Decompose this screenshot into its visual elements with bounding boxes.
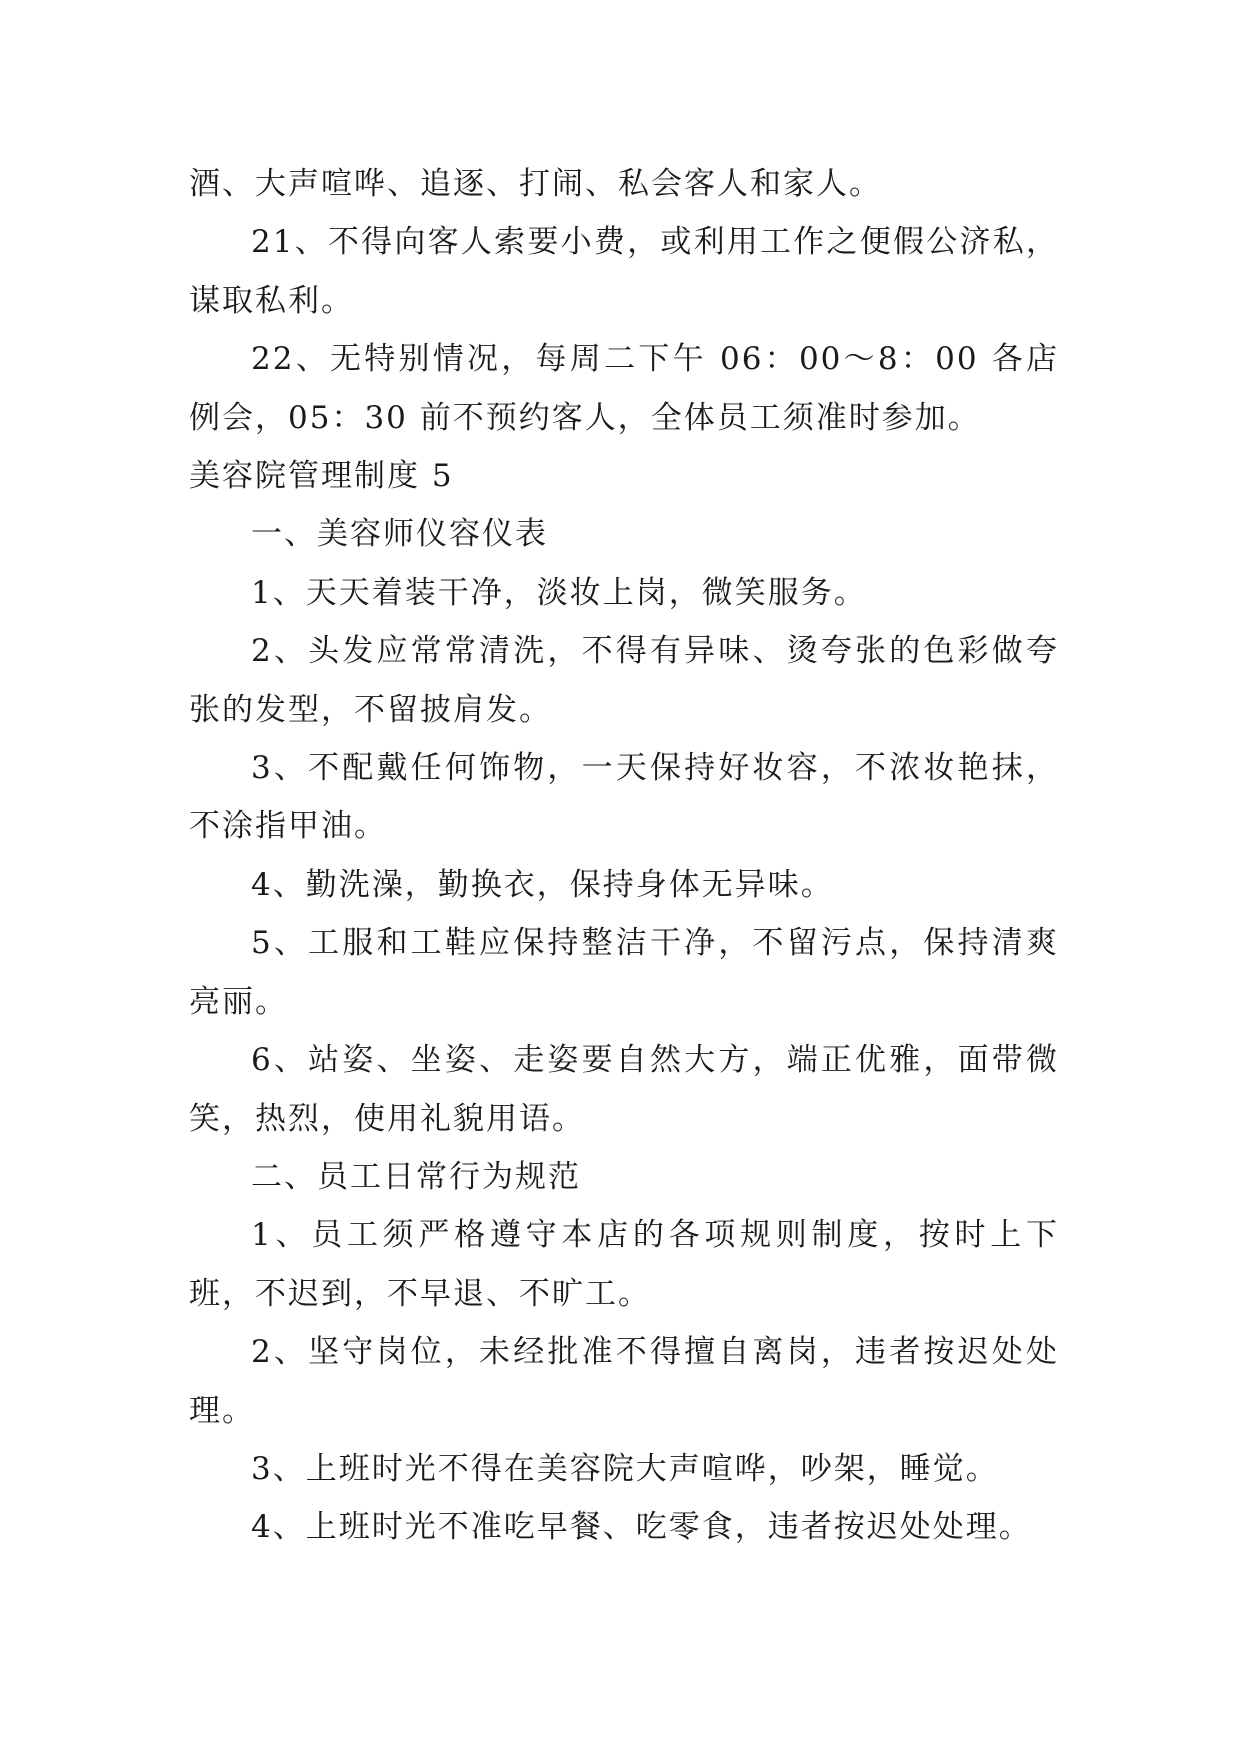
appearance-rule-4: 4、勤洗澡，勤换衣，保持身体无异味。 — [251, 866, 834, 903]
conduct-rule-4: 4、上班时光不准吃早餐、吃零食，违者按迟处处理。 — [251, 1509, 1032, 1546]
appearance-rule-2: 2、头发应常常清洗，不得有异味、烫夸张的色彩做夸张的发型，不留披肩发。 — [189, 633, 1059, 728]
conduct-rule-1: 1、员工须严格遵守本店的各项规则制度，按时上下班，不迟到，不早退、不旷工。 — [189, 1217, 1059, 1312]
section-title: 美容院管理制度 5 — [189, 458, 454, 495]
appearance-rule-6: 6、站姿、坐姿、走姿要自然大方，端正优雅，面带微笑，热烈，使用礼貌用语。 — [189, 1042, 1059, 1137]
conduct-rule-3: 3、上班时光不得在美容院大声喧哗，吵架，睡觉。 — [251, 1450, 999, 1487]
heading-conduct: 二、员工日常行为规范 — [251, 1158, 581, 1195]
document-body — [189, 155, 1059, 1557]
conduct-rule-2: 2、坚守岗位，未经批准不得擅自离岗，违者按迟处处理。 — [189, 1334, 1059, 1429]
appearance-rule-1: 1、天天着装干净，淡妆上岗，微笑服务。 — [251, 574, 867, 611]
appearance-rule-5: 5、工服和工鞋应保持整洁干净，不留污点，保持清爽亮丽。 — [189, 925, 1059, 1020]
rule-22: 22、无特别情况，每周二下午 06：00～8：00 各店例会，05：30 前不预约客人，全体员工须准时参加。 — [189, 341, 1059, 436]
paragraph-continuation: 酒、大声喧哗、追逐、打闹、私会客人和家人。 — [189, 166, 882, 202]
heading-appearance: 一、美容师仪容仪表 — [251, 516, 548, 553]
appearance-rule-3: 3、不配戴任何饰物，一天保持好妆容，不浓妆艳抹，不涂指甲油。 — [189, 750, 1059, 845]
rule-21: 21、不得向客人索要小费，或利用工作之便假公济私，谋取私利。 — [189, 224, 1059, 319]
